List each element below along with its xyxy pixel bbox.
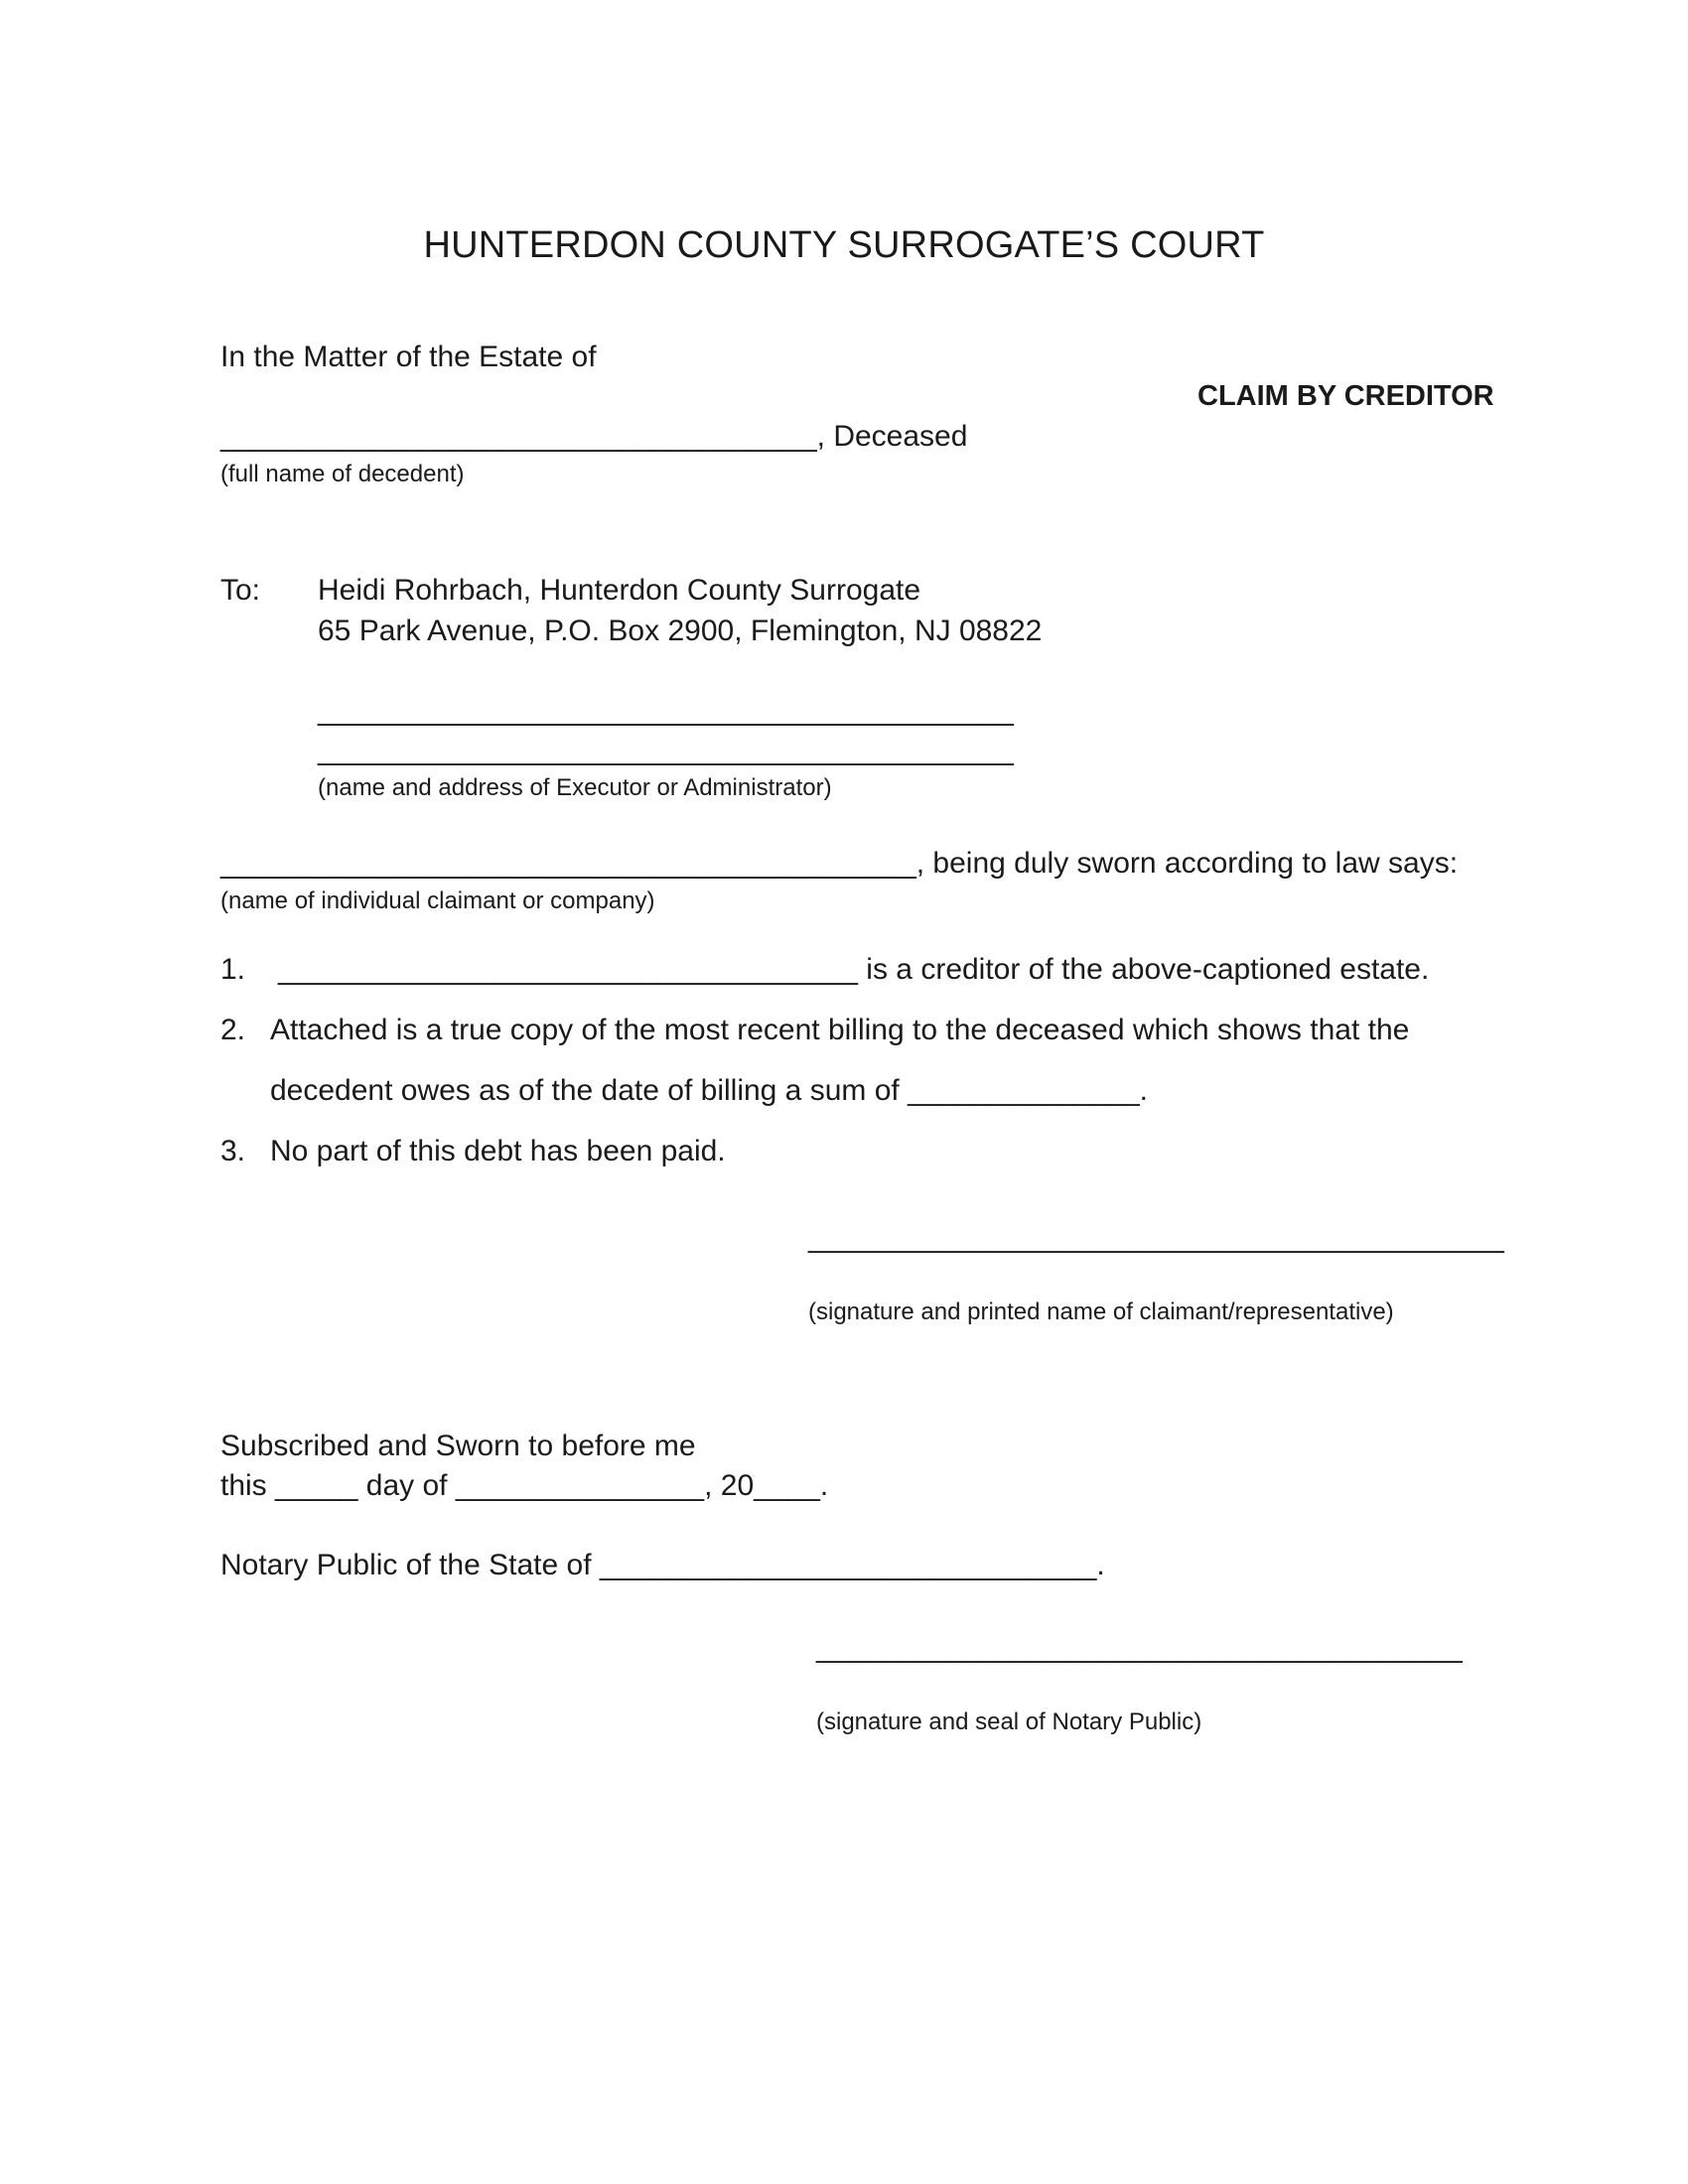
sworn-text: , being duly sworn according to law says:	[915, 847, 1459, 880]
statement-2-line-2: decedent owes as of the date of billing a sum of ______________.	[270, 1074, 1148, 1107]
decedent-name-row	[220, 422, 967, 452]
statement-3-number: 3.	[220, 1135, 246, 1167]
notary-state-line[interactable]: Notary Public of the State of ______________________________.	[220, 1549, 1105, 1581]
statement-1-text: is a creditor of the above-captioned estate.	[857, 953, 1430, 986]
decedent-name-field[interactable]: ____________________________________	[220, 420, 817, 453]
claimant-caption: (name of individual claimant or company)	[220, 887, 655, 914]
claimant-name-field[interactable]: __________________________________________	[220, 847, 916, 880]
notary-signature-caption: (signature and seal of Notary Public)	[816, 1708, 1202, 1735]
surrogate-name: Heidi Rohrbach, Hunterdon County Surrogate	[318, 574, 921, 607]
creditor-name-field[interactable]: ___________________________________	[278, 953, 858, 986]
statement-1-number: 1.	[220, 953, 246, 986]
executor-field-line-2[interactable]: __________________________________________	[318, 734, 1014, 766]
executor-field-line-1[interactable]: __________________________________________	[318, 694, 1014, 727]
statement-2-line-1: Attached is a true copy of the most recent billing to the deceased which shows that the	[270, 1014, 1410, 1046]
executor-caption: (name and address of Executor or Administrator)	[318, 774, 832, 801]
claimant-sworn-row	[220, 849, 1458, 879]
surrogate-address: 65 Park Avenue, P.O. Box 2900, Flemington, NJ 08822	[318, 614, 1043, 647]
notary-signature-line[interactable]: _______________________________________	[816, 1631, 1463, 1664]
sworn-date-line[interactable]: this _____ day of _______________, 20____.	[220, 1469, 829, 1502]
statement-2-number: 2.	[220, 1014, 246, 1046]
matter-of-estate-line: In the Matter of the Estate of	[220, 341, 597, 373]
statement-1-row	[278, 955, 1429, 985]
claimant-signature-line[interactable]: __________________________________________	[808, 1221, 1504, 1254]
to-label: To:	[220, 574, 261, 607]
claimant-signature-caption: (signature and printed name of claimant/representative)	[808, 1298, 1394, 1325]
court-title: HUNTERDON COUNTY SURROGATE’S COURT	[423, 224, 1265, 266]
statement-3-text: No part of this debt has been paid.	[270, 1135, 726, 1167]
decedent-caption: (full name of decedent)	[220, 461, 465, 487]
deceased-suffix: , Deceased	[816, 420, 968, 453]
subscribed-line: Subscribed and Sworn to before me	[220, 1430, 696, 1462]
form-title: CLAIM BY CREDITOR	[1197, 380, 1494, 412]
